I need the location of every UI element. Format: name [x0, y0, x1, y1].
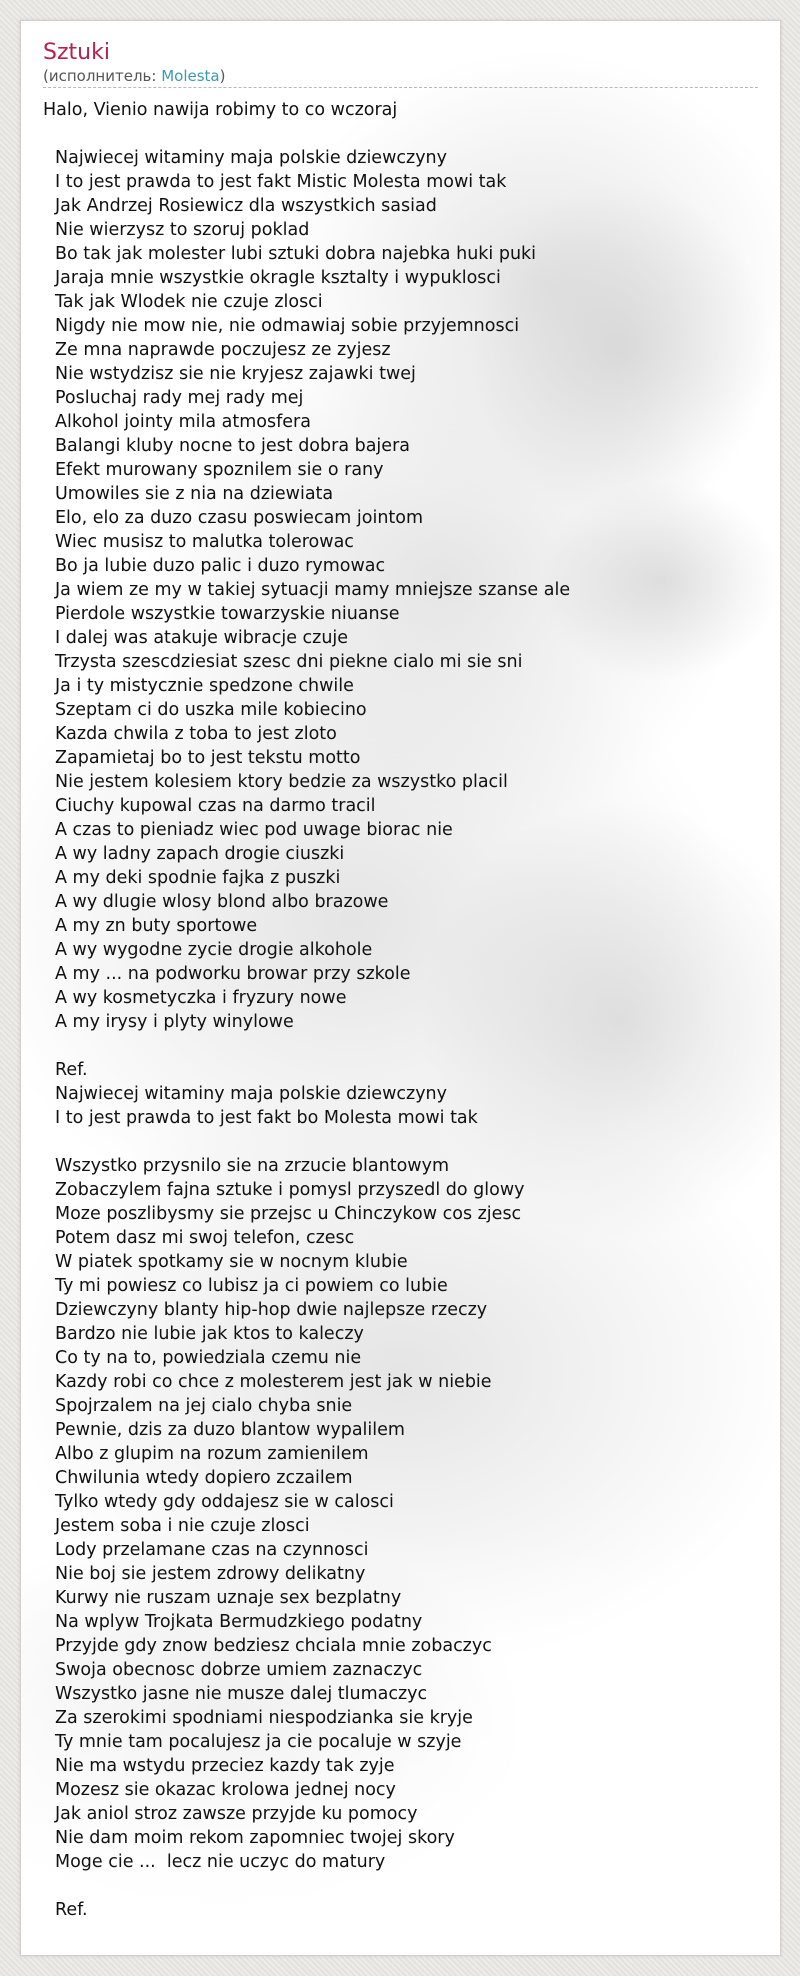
lyric-line: Szeptam ci do uszka mile kobiecino	[55, 700, 367, 720]
lyric-line: Elo, elo za duzo czasu poswiecam jointom	[55, 508, 424, 528]
lyric-line: Dziewczyny blanty hip-hop dwie najlepsze rzeczy	[55, 1300, 488, 1320]
lyric-line: Potem dasz mi swoj telefon, czesc	[55, 1228, 355, 1248]
lyric-line: Jak aniol stroz zawsze przyjde ku pomocy	[55, 1804, 418, 1824]
lyric-line: Moze poszlibysmy sie przejsc u Chinczykow cos zjesc	[55, 1204, 522, 1224]
lyric-line: Zapamietaj bo to jest tekstu motto	[55, 748, 361, 768]
lyric-line: Zobaczylem fajna sztuke i pomysl przyszedl do glowy	[55, 1180, 525, 1200]
lyric-line: A my zn buty sportowe	[55, 916, 258, 936]
lyric-line: I to jest prawda to jest fakt bo Molesta mowi tak	[55, 1108, 478, 1128]
lyric-line: Co ty na to, powiedziala czemu nie	[55, 1348, 362, 1368]
lyric-line: Nigdy nie mow nie, nie odmawiaj sobie przyjemnosci	[55, 316, 520, 336]
lyric-line: Moge cie ... lecz nie uczyc do matury	[55, 1852, 386, 1872]
performer-suffix: )	[219, 67, 226, 85]
lyric-line: A wy wygodne zycie drogie alkohole	[55, 940, 373, 960]
lyric-line: Balangi kluby nocne to jest dobra bajera	[55, 436, 410, 456]
lyric-line: Ze mna naprawde poczujesz ze zyjesz	[55, 340, 391, 360]
lyrics-card	[20, 20, 781, 1956]
lyric-line: Bardzo nie lubie jak ktos to kaleczy	[55, 1324, 364, 1344]
lyric-line: Nie jestem kolesiem ktory bedzie za wszystko placil	[55, 772, 508, 792]
performer-prefix: (исполнитель:	[43, 67, 162, 85]
lyric-line: A wy dlugie wlosy blond albo brazowe	[55, 892, 389, 912]
lyric-line: I to jest prawda to jest fakt Mistic Molesta mowi tak	[55, 172, 507, 192]
performer-line	[43, 67, 758, 88]
lyric-line: Lody przelamane czas na czynnosci	[55, 1540, 369, 1560]
lyric-line: Pewnie, dzis za duzo blantow wypalilem	[55, 1420, 405, 1440]
lyric-line: Kazda chwila z toba to jest zloto	[55, 724, 337, 744]
lyric-line: Nie boj sie jestem zdrowy delikatny	[55, 1564, 366, 1584]
lyric-line: Nie wstydzisz sie nie kryjesz zajawki twej	[55, 364, 416, 384]
lyric-line: Trzysta szescdziesiat szesc dni piekne cialo mi sie sni	[55, 652, 523, 672]
lyric-line: I dalej was atakuje wibracje czuje	[55, 628, 349, 648]
lyric-line: Ref.	[55, 1900, 88, 1920]
lyric-line: Za szerokimi spodniami niespodzianka sie kryje	[55, 1708, 473, 1728]
lyric-line: Wiec musisz to malutka tolerowac	[55, 532, 354, 552]
lyric-line: Albo z glupim na rozum zamienilem	[55, 1444, 369, 1464]
lyric-line: Ty mnie tam pocalujesz ja cie pocaluje w szyje	[55, 1732, 462, 1752]
lyric-line: Bo ja lubie duzo palic i duzo rymowac	[55, 556, 386, 576]
lyric-line: Tak jak Wlodek nie czuje zlosci	[55, 292, 323, 312]
lyric-line: Ja i ty mistycznie spedzone chwile	[55, 676, 354, 696]
lyric-line: A my deki spodnie fajka z puszki	[55, 868, 341, 888]
lyric-line: Umowiles sie z nia na dziewiata	[55, 484, 334, 504]
lyric-line: Spojrzalem na jej cialo chyba snie	[55, 1396, 353, 1416]
lyric-line: Kurwy nie ruszam uznaje sex bezplatny	[55, 1588, 402, 1608]
lyric-line: Najwiecej witaminy maja polskie dziewczyny	[55, 148, 447, 168]
lyric-line: Posluchaj rady mej rady mej	[55, 388, 304, 408]
lyric-line: Bo tak jak molester lubi sztuki dobra najebka huki puki	[55, 244, 537, 264]
lyric-line: Najwiecej witaminy maja polskie dziewczyny	[55, 1084, 447, 1104]
lyric-line: Nie ma wstydu przeciez kazdy tak zyje	[55, 1756, 395, 1776]
lyric-line: A my irysy i plyty winylowe	[55, 1012, 294, 1032]
lyric-line: Pierdole wszystkie towarzyskie niuanse	[55, 604, 400, 624]
lyric-line: A wy kosmetyczka i fryzury nowe	[55, 988, 347, 1008]
performer-link[interactable]: Molesta	[161, 67, 220, 85]
stanza-gap	[55, 1874, 758, 1898]
lyric-line: Ref.	[55, 1060, 88, 1080]
lyric-line: Ty mi powiesz co lubisz ja ci powiem co lubie	[55, 1276, 448, 1296]
lyrics-content	[43, 39, 758, 1922]
lyric-line: Efekt murowany spoznilem sie o rany	[55, 460, 384, 480]
lyric-line: Tylko wtedy gdy oddajesz sie w calosci	[55, 1492, 394, 1512]
lyrics-body	[43, 146, 758, 1922]
lyric-line: Nie dam moim rekom zapomniec twojej skory	[55, 1828, 455, 1848]
lyric-line: Alkohol jointy mila atmosfera	[55, 412, 311, 432]
lyric-line: Wszystko przysnilo sie na zrzucie blantowym	[55, 1156, 449, 1176]
lyric-line: Chwilunia wtedy dopiero zczailem	[55, 1468, 353, 1488]
lyric-line: Jestem soba i nie czuje zlosci	[55, 1516, 310, 1536]
lyric-line: A my ... na podworku browar przy szkole	[55, 964, 411, 984]
lyric-line: Mozesz sie okazac krolowa jednej nocy	[55, 1780, 396, 1800]
lyric-line: W piatek spotkamy sie w nocnym klubie	[55, 1252, 408, 1272]
lyric-line: Ja wiem ze my w takiej sytuacji mamy mniejsze szanse ale	[55, 580, 571, 600]
lyrics-intro: Halo, Vienio nawija robimy to co wczoraj	[43, 100, 398, 120]
lyric-line: Jaraja mnie wszystkie okragle ksztalty i wypuklosci	[55, 268, 501, 288]
lyric-line: Na wplyw Trojkata Bermudzkiego podatny	[55, 1612, 423, 1632]
lyric-line: Nie wierzysz to szoruj poklad	[55, 220, 310, 240]
lyric-line: Swoja obecnosc dobrze umiem zaznaczyc	[55, 1660, 423, 1680]
lyric-line: Jak Andrzej Rosiewicz dla wszystkich sasiad	[55, 196, 437, 216]
song-title: Sztuki	[43, 40, 110, 65]
stanza-gap	[55, 1034, 758, 1058]
lyric-line: A czas to pieniadz wiec pod uwage biorac nie	[55, 820, 453, 840]
lyric-line: Ciuchy kupowal czas na darmo tracil	[55, 796, 376, 816]
lyric-line: Przyjde gdy znow bedziesz chciala mnie zobaczyc	[55, 1636, 492, 1656]
lyric-line: Kazdy robi co chce z molesterem jest jak w niebie	[55, 1372, 492, 1392]
stanza-gap	[55, 1130, 758, 1154]
lyric-line: Wszystko jasne nie musze dalej tlumaczyc	[55, 1684, 428, 1704]
lyric-line: A wy ladny zapach drogie ciuszki	[55, 844, 345, 864]
